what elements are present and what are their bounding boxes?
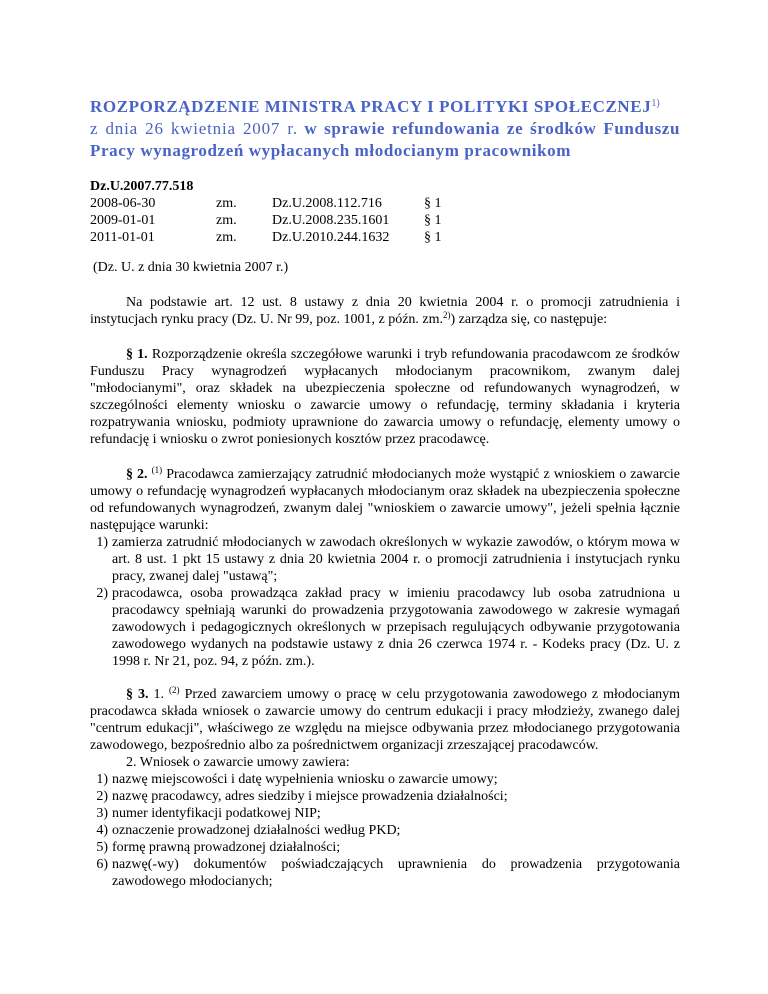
publication-info: (Dz. U. z dnia 30 kwietnia 2007 r.) [93,260,289,275]
list-item-number: 3) [96,806,108,821]
regulation-title [90,96,680,162]
amendment-row [90,212,680,229]
amendments-table [90,195,680,246]
list-item-text: nazwę miejscowości i datę wypełnienia wniosku o zawarcie umowy; [112,772,498,787]
list-item-number: 6) [96,857,108,872]
amendment-row [90,195,680,212]
list-item-number: 2) [96,586,108,601]
section-1 [90,346,680,448]
section-3-contents-list [90,771,680,890]
journal-code: Dz.U.2007.77.518 [90,179,194,194]
list-item-text: numer identyfikacji podatkowej NIP; [112,806,321,821]
amendment-row [90,229,680,246]
amendment-type: zm. [216,196,237,211]
amendment-ref: Dz.U.2008.235.1601 [272,213,390,228]
list-item [90,585,680,670]
amendment-ref: Dz.U.2008.112.716 [272,196,382,211]
list-item-number: 5) [96,840,108,855]
section-3 [90,686,680,754]
section-3-text: Przed zawarciem umowy o pracę w celu przygotowania zawodowego z młodocianym pracodawca składa wniosek o zawarcie umowy do centrum edukacji i pracy młodzieży, zwanego dalej "centrum edukacji", właściwego ze względu na miejsce odbywania przez młodocianego przygotowania zawodowego, bezpośrednio albo za pośrednictwem organizacji zrzeszającej pracodawców. [90,687,681,753]
list-item [90,534,680,585]
section-3-note: (2) [169,685,180,695]
section-2 [90,466,680,534]
amendment-ref: Dz.U.2010.244.1632 [272,230,390,245]
section-1-label: § 1. [126,347,148,362]
amendment-date: 2011-01-01 [90,230,155,245]
list-item-number: 2) [96,789,108,804]
section-3-paragraph-2: 2. Wniosek o zawarcie umowy zawiera: [126,755,350,770]
section-2-text: Pracodawca zamierzający zatrudnić młodocianych może wystąpić z wnioskiem o zawarcie umowy o refundację wynagrodzeń wypłacanych młodocianym oraz składek na ubezpieczenia społeczne od refundowanych wynagrodzeń, zwanym dalej "wnioskiem o zawarcie umowy", jeżeli spełnia łącznie następujące warunki: [90,467,681,533]
section-2-conditions [90,534,680,670]
title-subject: w sprawie refundowania ze środków Funduszu Pracy wynagrodzeń wypłacanych młodocianym pracownikom [90,119,681,160]
section-3-label: § 3. [126,687,149,702]
list-item [90,805,680,822]
amendment-paragraph: § 1 [424,230,442,245]
list-item [90,788,680,805]
preamble-text: Na podstawie art. 12 ust. 8 ustawy z dnia 20 kwietnia 2004 r. o promocji zatrudnienia i instytucjach rynku pracy (Dz. U. Nr 99, poz. 1001, z późn. zm. [90,295,680,327]
list-item-text: zamierza zatrudnić młodocianych w zawodach określonych w wykazie zawodów, o którym mowa w art. 8 ust. 1 pkt 15 ustawy z dnia 20 kwietnia 2004 r. o promocji zatrudnienia i instytucjach rynku pracy, zwanej dalej "ustawą"; [112,535,680,584]
list-item-number: 1) [96,535,108,550]
amendment-date: 2009-01-01 [90,213,156,228]
list-item-text: nazwę pracodawcy, adres siedziby i miejsce prowadzenia działalności; [112,789,508,804]
list-item-text: oznaczenie prowadzonej działalności według PKD; [112,823,401,838]
list-item-text: formę prawną prowadzonej działalności; [112,840,341,855]
amendment-paragraph: § 1 [424,196,442,211]
section-2-note: (1) [151,465,163,475]
list-item [90,771,680,788]
preamble [90,294,680,328]
section-2-label: § 2. [126,467,148,482]
list-item [90,839,680,856]
title-footnote-ref: 1) [651,98,660,109]
list-item-text: nazwę(-wy) dokumentów poświadczających uprawnienia do prowadzenia przygotowania zawodowego młodocianych; [112,857,680,889]
section-1-text: Rozporządzenie określa szczegółowe warunki i tryb refundowania pracodawcom ze środków Funduszu Pracy wynagrodzeń wypłacanych młodocianym pracownikom, zwanym dalej "młodocianymi", oraz składek na ubezpieczenia społeczne od refundowanych wynagrodzeń, w szczególności elementy wniosku o zawarcie umowy o refundację, terminy składania i kryteria rozpatrywania wniosku, podmioty uprawnione do zawarcia umowy o refundację, elementy umowy o refundację i wniosku o zwrot poniesionych kosztów przez pracodawcę. [90,347,681,447]
list-item-number: 1) [96,772,108,787]
amendment-date: 2008-06-30 [90,196,156,211]
amendment-type: zm. [216,230,237,245]
title-heading: ROZPORZĄDZENIE MINISTRA PRACY I POLITYKI SPOŁECZNEJ [90,97,652,116]
amendment-type: zm. [216,213,237,228]
title-date: z dnia 26 kwietnia 2007 r. [90,119,298,138]
list-item-text: pracodawca, osoba prowadząca zakład pracy w imieniu pracodawcy lub osoba zatrudniona u pracodawcy spełniają warunki do prowadzenia przygotowania zawodowego w zakresie wymagań zawodowych i pedagogicznych określonych w przepisach regulujących odbywanie przygotowania zawodowego wydanych na podstawie ustawy z dnia 26 czerwca 1974 r. - Kodeks pracy (Dz. U. z 1998 r. Nr 21, poz. 94, z późn. zm.). [112,586,680,669]
list-item-number: 4) [96,823,108,838]
preamble-footnote-ref: 2) [443,310,451,320]
list-item [90,822,680,839]
section-3-number: 1. [153,687,165,702]
document-metadata [90,178,680,246]
list-item [90,856,680,890]
document-page [90,96,680,890]
amendment-paragraph: § 1 [424,213,442,228]
preamble-end: ) zarządza się, co następuje: [450,312,608,327]
